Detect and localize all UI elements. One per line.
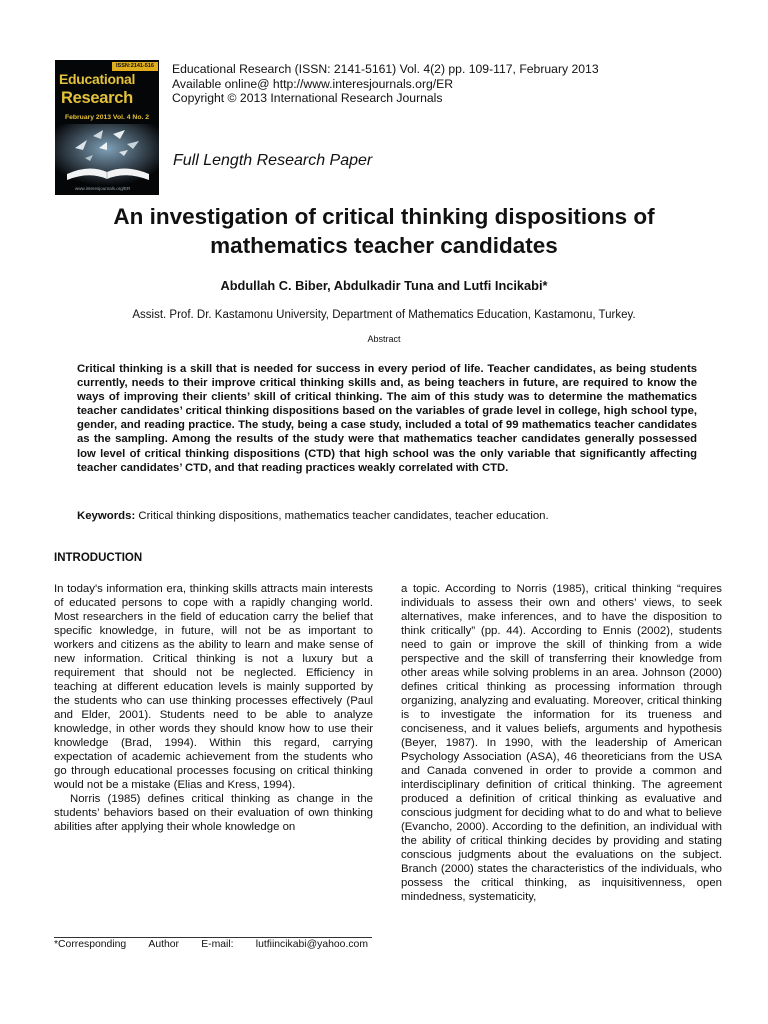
introduction-heading: INTRODUCTION [54, 552, 143, 564]
cover-issue: February 2013 Vol. 4 No. 2 [64, 114, 150, 121]
footnote-word-corresponding: *Corresponding [54, 939, 127, 950]
right-column [401, 582, 722, 904]
paper-title-line1: An investigation of critical thinking dispositions of [113, 204, 655, 229]
paper-type-label: Full Length Research Paper [173, 152, 373, 169]
footnote-divider [54, 937, 372, 938]
cover-title-line2: Research [61, 89, 133, 107]
journal-cover-image [55, 60, 159, 195]
cover-title-line1: Educational [59, 71, 136, 87]
journal-citation [172, 62, 599, 106]
keywords-line [77, 509, 697, 523]
open-book-icon [55, 124, 159, 186]
author-affiliation: Assist. Prof. Dr. Kastamonu University, Department of Mathematics Education, Kastamonu, Turkey. [132, 309, 636, 321]
corresponding-author-footnote [54, 939, 368, 950]
paper-title [60, 202, 708, 260]
intro-paragraph-2: Norris (1985) defines critical thinking as change in the students’ behaviors based on their evaluation of own thinking abilities after applying their whole knowledge on [54, 793, 373, 833]
intro-paragraph-2-continued: a topic. According to Norris (1985), critical thinking “requires individuals to assess their own and others’ views, to seek alternatives, make inferences, and to have the disposition to think critically” (pp. 44). According to Ennis (2002), students need to gain or improve the skill of thinking from a wide perspective and the skill of transferring their knowledge from other areas while solving problems in an area. Johnson (2000) defines critical thinking as processing information through organizing, analyzing and evaluating. Moreover, critical thinking is to investigate the information for its trueness and conciseness, and it values beliefs, arguments and hypothesis (Beyer, 1987). In 1990, with the leadership of American Psychology Association (ASA), 46 theoreticians from the USA and Canada convened in order to provide a common and interdisciplinary definition of critical thinking. The agreement produced a definition of critical thinking as evaluative and conscious judgment for deciding what to do and what to believe (Evancho, 2000). According to the definition, an individual with the ability of critical thinking decides by providing and stating conscious judgments about the evaluations on the subject. Branch (2000) states the characteristics of the individuals, who possess the critical thinking, as inquisitivenness, open mindedness, systematicity, [401, 583, 722, 903]
copyright-line: Copyright © 2013 International Research Journals [172, 91, 443, 105]
keywords-text: Critical thinking dispositions, mathematics teacher candidates, teacher education. [135, 510, 549, 522]
corresponding-email: lutfiincikabi@yahoo.com [255, 939, 368, 950]
intro-paragraph-1: In today's information era, thinking skills attracts main interests of educated persons to cope with a rapidly changing world. Most researchers in the field of education carry the belief that specific knowledge, in future, will not be as important to workers and citizens as the ability to learn and make sense of new information. Critical thinking is not a luxury but a requirement that should not be neglected. Efficiency in teaching at different education levels is mainly supported by the students who can use thinking processes effectively (Paul and Elder, 2001). Students need to be able to analyze knowledge, in other words they should know how to use their knowledge (Brad, 1994). Within this regard, carrying expectation of academic achievement from the students who go through educational processes focusing on critical thinking would not be a mistake (Elias and Kress, 1994). [54, 583, 373, 791]
cover-issn: ISSN:2141-516 [112, 62, 158, 71]
cover-url: www.interesjournals.org/ER [75, 186, 131, 191]
author-list: Abdullah C. Biber, Abdulkadir Tuna and Lutfi Incikabi* [220, 278, 548, 293]
abstract-text: Critical thinking is a skill that is needed for success in every period of life. Teacher candidates, as being students currently, needs to their improve critical thinking skills and, as being teachers in future, are required to know the ways of improving their clients’ skill of critical thinking. The aim of this study was to determine the mathematics teacher candidates’ critical thinking dispositions based on the variables of grade level in college, high school type, gender, and reading practice. The study, being a case study, included a total of 99 mathematics teacher candidates as the sampling. Among the results of the study were that mathematics teacher candidates generally possessed low level of critical thinking dispositions (CTD) that high school was the only variable that significantly affecting teacher candidates’ CTD, and that reading practices weakly correlated with CTD. [77, 363, 697, 474]
paper-title-line2: mathematics teacher candidates [210, 233, 558, 258]
journal-issue-line: Educational Research (ISSN: 2141-5161) Vol. 4(2) pp. 109-117, February 2013 [172, 62, 599, 76]
online-availability-line: Available online@ http://www.interesjournals.org/ER [172, 76, 454, 91]
abstract-heading: Abstract [367, 334, 401, 344]
footnote-word-author: Author [148, 939, 180, 950]
footnote-word-email: E-mail: [201, 939, 234, 950]
left-column [54, 582, 373, 834]
keywords-label: Keywords: [77, 510, 136, 522]
